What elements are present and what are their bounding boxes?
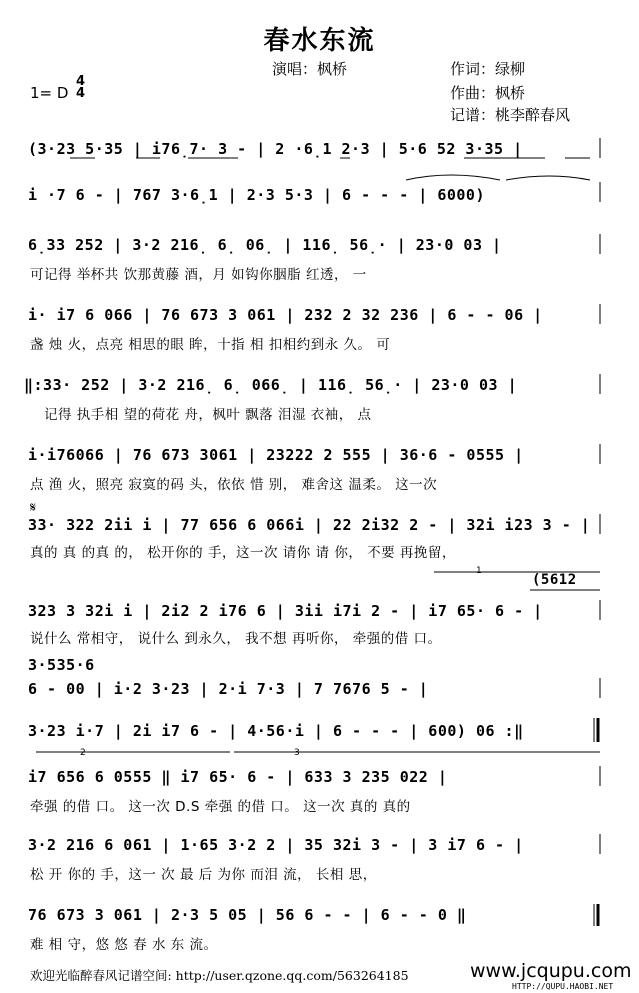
notation-line-8: 323 3 32i i | 2i2 2 i76 6 | 3ii i7i 2 - | i7 65· 6 - | bbox=[28, 602, 543, 620]
lyric-line-3: 可记得 举杯共 饮那黄藤 酒，月 如钩你胭脂 红透， 一 bbox=[30, 267, 367, 283]
notation-line-5: ‖:33· 252 | 3·2 216̣ 6̣ 066̣ | 116̣ 56̣· | 23·0 03 | bbox=[24, 376, 518, 394]
time-signature bbox=[76, 76, 85, 101]
lyric-line-13: 松 开 你的 手，这一 次 最 后 为你 而泪 流， 长相 思， bbox=[30, 867, 377, 883]
lyric-line-4: 盏 烛 火，点亮 相思的眼 眸，十指 相 扣相约到永 久。 可 bbox=[30, 337, 391, 353]
site-watermark-sub: HTTP://QUPU.HAOBI.NET bbox=[512, 982, 614, 991]
volta-2-label: 2 bbox=[80, 748, 86, 758]
time-top: 4 bbox=[76, 74, 86, 89]
segno-icon: 𝄋 bbox=[30, 500, 37, 516]
notation-line-11: 3·23 i·7 | 2i i7 6 - | 4·56·i | 6 - - - | 600) 06 :‖ bbox=[28, 722, 524, 740]
lyric-line-12: 牵强 的借 口。 这一次 D.S 牵强 的借 口。 这一次 真的 真的 bbox=[30, 799, 411, 815]
notation-line-2: i ·7 6 - | 767 3·6̣1 | 2·3 5·3 | 6 - - - | 6000) bbox=[28, 186, 485, 204]
aside-notes: (5612 bbox=[532, 572, 577, 588]
transcriber-credit: 记谱：桃李醉春风 bbox=[450, 106, 571, 124]
notation-line-6: i·i76066 | 76 673 3061 | 23222 2 555 | 36·6 - 0555 | bbox=[28, 446, 524, 464]
notation-line-12: i7 656 6 0555 ‖ i7 65· 6 - | 633 3 235 022 | bbox=[28, 768, 448, 786]
lyricist-credit: 作词：绿柳 bbox=[450, 60, 526, 78]
notation-line-3: 6̣33 252 | 3·2 216̣ 6̣ 06̣ | 116̣ 56̣· | 23·0 03 | bbox=[28, 236, 502, 254]
notation-line-1: (3·23 5·35 | i76̣7· 3 - | 2 ·6̣1 2·3 | 5·6 52 3·35 | bbox=[28, 140, 523, 158]
lyric-line-5: 记得 执手相 望的荷花 舟，枫叶 飘落 泪湿 衣袖， 点 bbox=[44, 407, 372, 423]
notation-line-7: 33· 322 2ii i | 77 656 6 066i | 22 2i32 2 - | 32i i23 3 - | bbox=[28, 516, 591, 534]
notation-line-14: 76 673 3 061 | 2·3 5 05 | 56 6 - - | 6 - - 0 ‖ bbox=[28, 906, 467, 924]
notation-line-10: 6 - 00 | i·2 3·23 | 2·i 7·3 | 7 7676 5 - | bbox=[28, 680, 429, 698]
footer-text: 欢迎光临醉春风记谱空间: http://user.qzone.qq.com/563264185 bbox=[30, 968, 409, 983]
lyric-line-6: 点 渔 火，照亮 寂寞的码 头，依依 惜 别， 难舍这 温柔。 这一次 bbox=[30, 477, 438, 493]
key-signature: 1= D bbox=[30, 84, 69, 102]
notation-line-4: i· i7 6 066 | 76 673 3 061 | 232 2 32 236 | 6 - - 06 | bbox=[28, 306, 543, 324]
volta-3-label: 3 bbox=[294, 748, 300, 758]
lyric-line-8: 说什么 常相守， 说什么 到永久， 我不想 再听你， 牵强的借 口。 bbox=[30, 631, 442, 647]
site-watermark: www.jcqupu.com bbox=[470, 960, 632, 982]
notation-line-9: 3·535·6 bbox=[28, 656, 95, 674]
notation-line-13: 3·2 216 6 061 | 1·65 3·2 2 | 35 32i 3 - | 3 i7 6 - | bbox=[28, 836, 524, 854]
singer-credit: 演唱：枫桥 bbox=[272, 60, 348, 78]
time-bottom: 4 bbox=[76, 86, 86, 101]
volta-1-label: 1 bbox=[476, 566, 482, 576]
composer-credit: 作曲：枫桥 bbox=[450, 84, 526, 102]
lyric-line-7: 真的 真 的真 的， 松开你的 手，这一次 请你 请 你， 不要 再挽留， bbox=[30, 545, 456, 561]
page-title: 春水东流 bbox=[263, 26, 376, 56]
lyric-line-14: 难 相 守，悠 悠 春 水 东 流。 bbox=[30, 937, 218, 953]
